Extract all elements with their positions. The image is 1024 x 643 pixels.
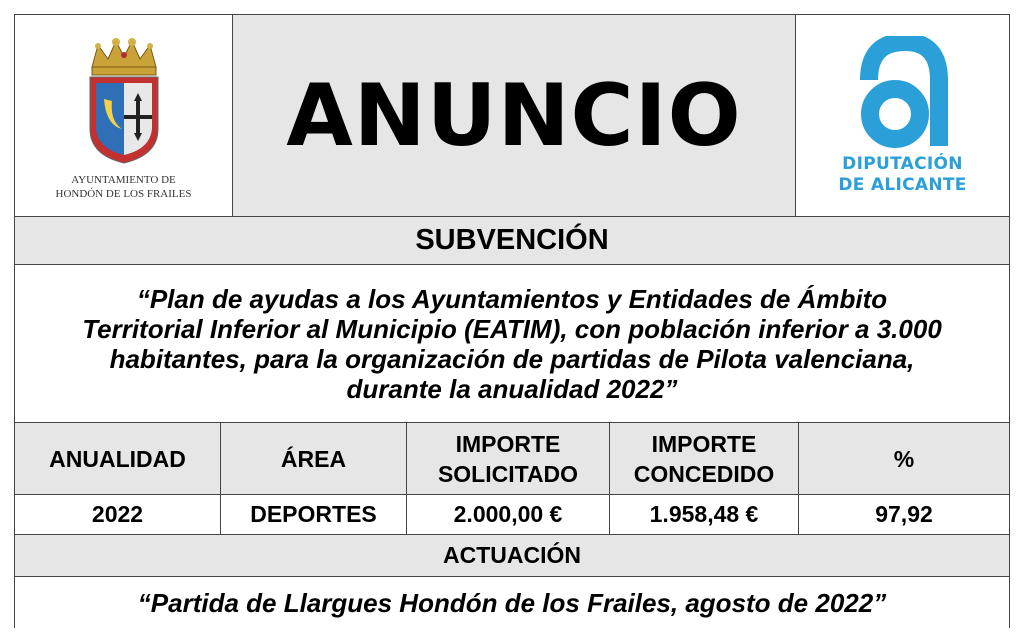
diputacion-logo-cell: [796, 15, 1009, 216]
cell-percent: 97,92: [875, 501, 933, 527]
diputacion-name: [838, 154, 966, 196]
header-row: [15, 15, 1009, 217]
plan-line-1: “Plan de ayudas a los Ayuntamientos y Entidades de Ámbito: [136, 283, 888, 314]
plan-line-4: durante la anualidad 2022”: [346, 373, 678, 404]
town-logo-cell: [15, 15, 233, 216]
subvencion-heading: SUBVENCIÓN: [15, 217, 1009, 265]
actuacion-description: “Partida de Llargues Hondón de los Frailes, agosto de 2022”: [15, 577, 1009, 629]
table-header-row: [15, 423, 1009, 495]
header-area: ÁREA: [221, 423, 407, 494]
header-importe-solicitado: IMPORTE SOLICITADO: [407, 423, 610, 494]
header-importe-concedido: IMPORTE CONCEDIDO: [610, 423, 799, 494]
diputacion-line1: DIPUTACIÓN: [842, 153, 963, 174]
cell-importe-concedido: 1.958,48 €: [610, 495, 799, 534]
actuacion-heading: ACTUACIÓN: [15, 535, 1009, 577]
town-caption-line1: AYUNTAMIENTO DE: [71, 174, 176, 186]
coat-of-arms-icon: [84, 37, 164, 165]
diputacion-a-icon: [851, 36, 955, 150]
plan-line-3: habitantes, para la organización de partidas de Pilota valenciana,: [109, 343, 915, 374]
header-percent: %: [893, 445, 915, 472]
plan-line-2: Territorial Inferior al Municipio (EATIM), con población inferior a 3.000: [82, 313, 942, 344]
page-title: ANUNCIO: [286, 65, 742, 166]
announcement-sheet: [14, 14, 1010, 628]
town-caption: [56, 173, 192, 201]
plan-description: [15, 265, 1009, 423]
table-row: [15, 495, 1009, 535]
title-cell: [233, 15, 796, 216]
diputacion-line2: DE ALICANTE: [838, 174, 967, 195]
town-caption-line2: HONDÓN DE LOS FRAILES: [55, 188, 192, 200]
header-anualidad: ANUALIDAD: [15, 423, 221, 494]
cell-anualidad: 2022: [15, 495, 221, 534]
cell-area: DEPORTES: [221, 495, 407, 534]
cell-importe-solicitado: 2.000,00 €: [407, 495, 610, 534]
